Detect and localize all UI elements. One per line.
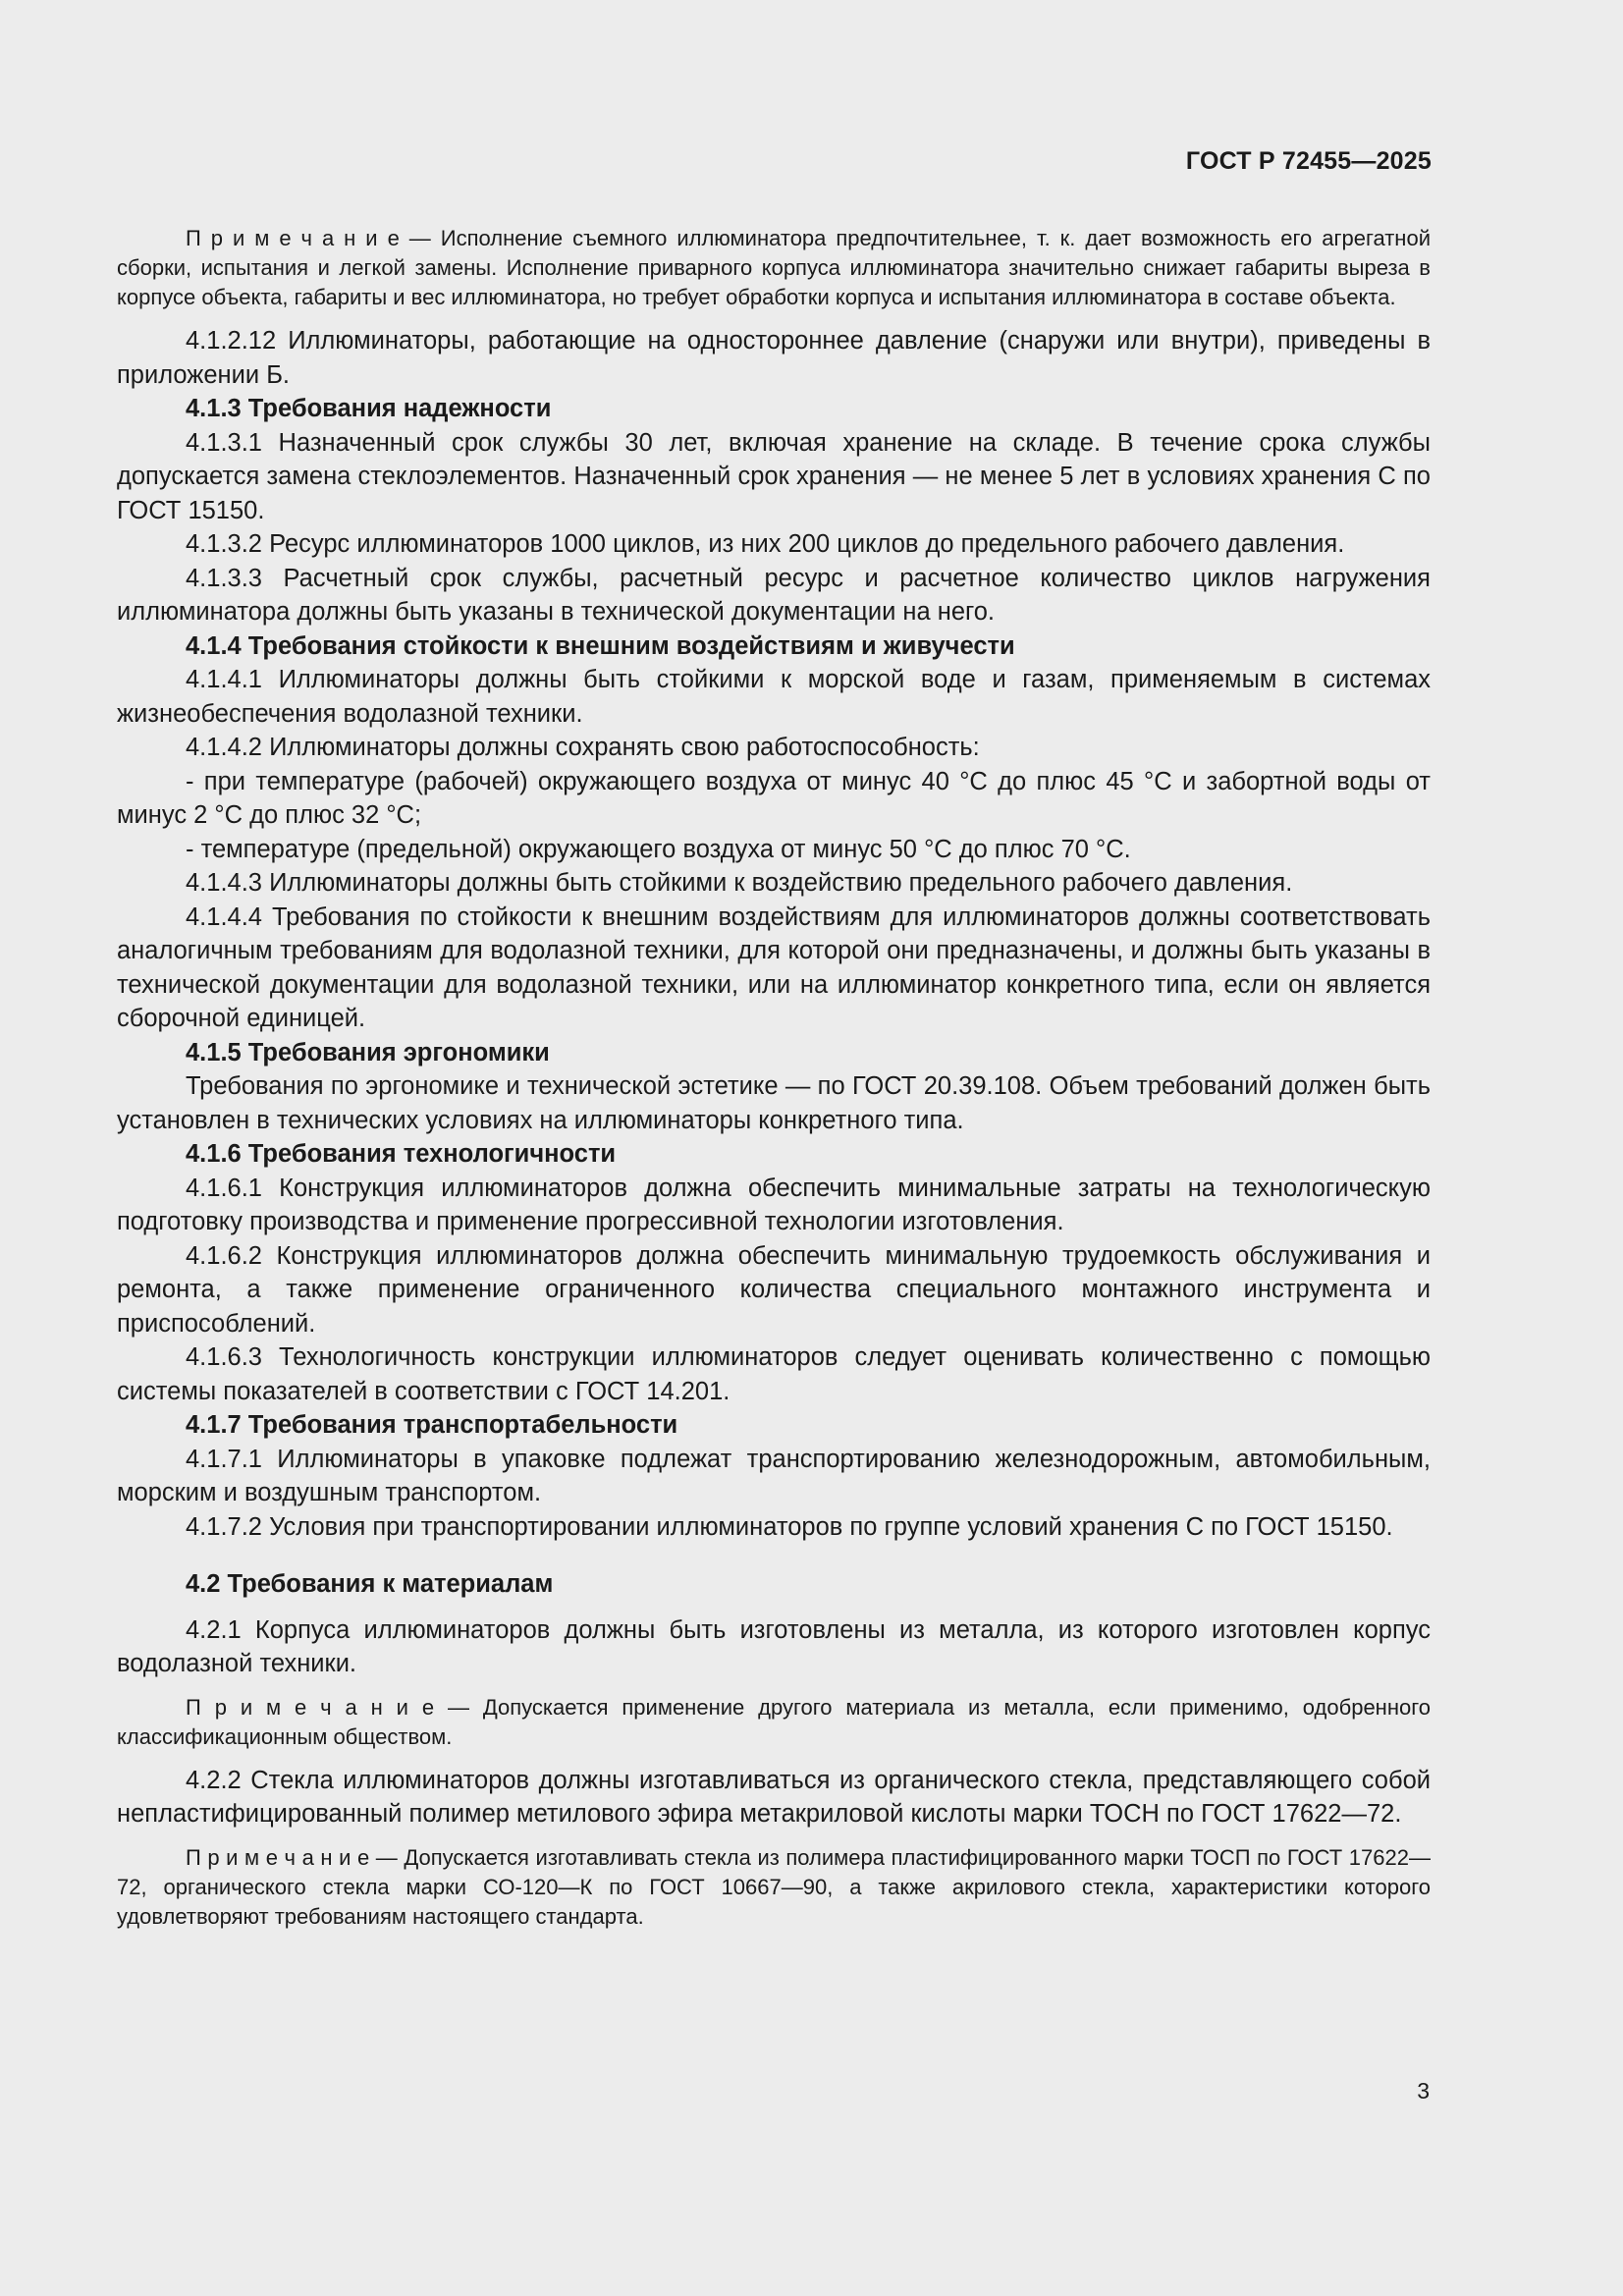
paragraph-4-1-2-12: 4.1.2.12 Иллюминаторы, работающие на одностороннее давление (снаружи или внутри), приведены в приложении Б. [117, 327, 1431, 389]
paragraph-4-1-4-3: 4.1.4.3 Иллюминаторы должны быть стойкими к воздействию предельного рабочего давления. [186, 869, 1293, 897]
note-label: П р и м е ч а н и е [186, 1694, 435, 1720]
note-glass-alternatives [117, 1843, 1431, 1932]
document-header-id: ГОСТ Р 72455—2025 [1185, 147, 1432, 175]
note-text: — Исполнение съемного иллюминатора предпочтительнее, т. к. дает возможность его агрегатной сборки, испытания и легкой замены. Исполнение приварного корпуса иллюминатора значительно снижает габариты выреза в корпусе объекта, габариты и вес иллюминатора, но требует обработки корпуса и испытания иллюминатора в составе объекта. [117, 226, 1431, 309]
note-removable-porthole [117, 224, 1431, 312]
heading-4-2: 4.2 Требования к материалам [186, 1570, 554, 1598]
list-item-limit-temperature: - температуре (предельной) окружающего воздуха от минус 50 °С до плюс 70 °С. [186, 835, 1131, 863]
heading-4-1-6: 4.1.6 Требования технологичности [186, 1140, 617, 1168]
document-body [117, 224, 1431, 1932]
heading-4-1-4: 4.1.4 Требования стойкости к внешним воздействиям и живучести [186, 631, 1015, 660]
paragraph-4-1-5: Требования по эргономике и технической эстетике — по ГОСТ 20.39.108. Объем требований должен быть установлен в технических условиях на иллюминаторы конкретного типа. [117, 1072, 1431, 1134]
paragraph-4-1-3-3: 4.1.3.3 Расчетный срок службы, расчетный ресурс и расчетное количество циклов нагружения иллюминатора должны быть указаны в технической документации на него. [117, 564, 1431, 626]
note-other-metal [117, 1693, 1431, 1752]
heading-4-1-3: 4.1.3 Требования надежности [186, 395, 552, 422]
paragraph-4-1-6-2: 4.1.6.2 Конструкция иллюминаторов должна обеспечить минимальную трудоемкость обслуживания и ремонта, а также применение ограниченного количества специального монтажного инструмента и приспособлений. [117, 1241, 1431, 1338]
paragraph-4-1-4-1: 4.1.4.1 Иллюминаторы должны быть стойкими к морской воде и газам, применяемым в системах жизнеобеспечения водолазной техники. [117, 666, 1431, 728]
note-text: — Допускается применение другого материала из металла, если применимо, одобренного классификационным обществом. [117, 1694, 1431, 1749]
paragraph-4-1-3-2: 4.1.3.2 Ресурс иллюминаторов 1000 циклов, из них 200 циклов до предельного рабочего давления. [186, 530, 1345, 558]
paragraph-4-1-7-2: 4.1.7.2 Условия при транспортировании иллюминаторов по группе условий хранения С по ГОСТ 15150. [186, 1512, 1393, 1541]
heading-4-1-7: 4.1.7 Требования транспортабельности [186, 1411, 678, 1439]
paragraph-4-1-7-1: 4.1.7.1 Иллюминаторы в упаковке подлежат транспортированию железнодорожным, автомобильным, морским и воздушным транспортом. [117, 1445, 1431, 1506]
heading-4-1-5: 4.1.5 Требования эргономики [186, 1038, 550, 1066]
list-item-working-temperature: - при температуре (рабочей) окружающего воздуха от минус 40 °С до плюс 45 °С и забортной воды от минус 2 °С до плюс 32 °С; [117, 767, 1431, 829]
paragraph-4-2-1: 4.2.1 Корпуса иллюминаторов должны быть изготовлены из металла, из которого изготовлен корпус водолазной техники. [117, 1615, 1431, 1677]
paragraph-4-1-6-3: 4.1.6.3 Технологичность конструкции иллюминаторов следует оценивать количественно с помощью системы показателей в соответствии с ГОСТ 14.201. [117, 1343, 1431, 1405]
paragraph-4-1-4-2: 4.1.4.2 Иллюминаторы должны сохранять свою работоспособность: [186, 734, 980, 761]
paragraph-4-2-2: 4.2.2 Стекла иллюминаторов должны изготавливаться из органического стекла, представляющего собой непластифицированный полимер метилового эфира метакриловой кислоты марки ТОСН по ГОСТ 17622—72. [117, 1766, 1431, 1828]
paragraph-4-1-6-1: 4.1.6.1 Конструкция иллюминаторов должна обеспечить минимальные затраты на технологическую подготовку производства и применение прогрессивной технологии изготовления. [117, 1174, 1431, 1235]
paragraph-4-1-4-4: 4.1.4.4 Требования по стойкости к внешним воздействиям для иллюминаторов должны соответствовать аналогичным требованиям для водолазной техники, для которой они предназначены, и должны быть указаны в технической документации для водолазной техники, или на иллюминатор конкретного типа, если он является сборочной единицей. [117, 902, 1431, 1032]
note-text: — Допускается изготавливать стекла из полимера пластифицированного марки ТОСП по ГОСТ 17622—72, органического стекла марки СО-120—К по ГОСТ 10667—90, а также акрилового стекла, характеристики которого удовлетворяют требованиям настоящего стандарта. [117, 1844, 1431, 1929]
page-number: 3 [1417, 2078, 1430, 2104]
paragraph-4-1-3-1: 4.1.3.1 Назначенный срок службы 30 лет, включая хранение на складе. В течение срока службы допускается замена стеклоэлементов. Назначенный срок хранения — не менее 5 лет в условиях хранения С по ГОСТ 15150. [117, 428, 1431, 524]
note-label: П р и м е ч а н и е [186, 1844, 370, 1870]
note-label: П р и м е ч а н и е [186, 226, 400, 250]
